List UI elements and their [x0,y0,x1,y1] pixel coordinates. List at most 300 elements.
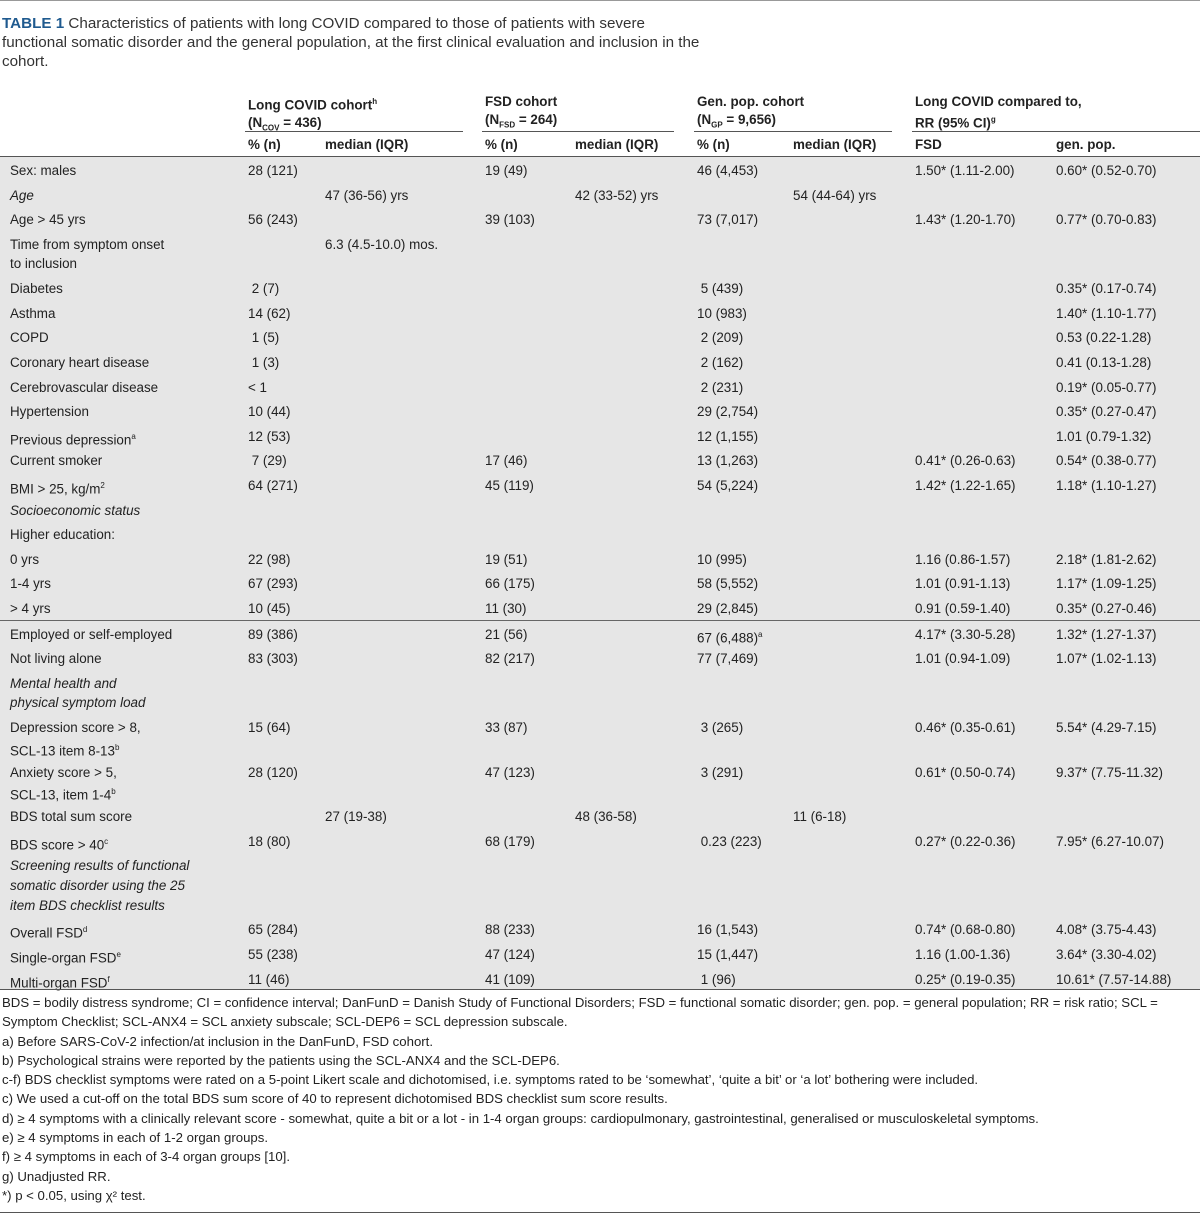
table-cell [485,763,535,783]
cell-value: < 1 [248,379,267,395]
row-label-line: Socioeconomic status [10,502,141,518]
cell-value: 47 (124) [485,947,535,963]
footnote: f) ≥ 4 symptoms in each of 3-4 organ groups [10]. [2,1149,290,1165]
cell-value: 2 (231) [697,379,744,395]
cell-value: 47 (36-56) yrs [325,187,409,203]
row-label [10,279,63,299]
footnote-mark: b [114,742,120,752]
row-label-line: Age [10,187,34,203]
table-cell [248,304,290,324]
group-rule-fsd [482,131,674,132]
cell-value: 27 (19-38) [325,809,387,825]
cell-value: 29 (2,754) [697,404,759,420]
n-value: = 264) [515,112,558,127]
cell-value: 4.17* (3.30-5.28) [915,626,1016,642]
cell-value: 10.61* (7.57-14.88) [1056,971,1172,987]
cell-value: 28 (120) [248,764,298,780]
footnote-mark: g [990,115,996,124]
footnote-mark: c [104,836,109,846]
group-header-fsd [485,93,557,135]
table-cell [325,807,387,827]
cell-value: 0.23 (223) [697,833,762,849]
table-row [0,852,1200,916]
row-label [10,186,34,206]
row-label [10,501,140,521]
table-cell [915,718,1016,738]
table-cell [915,945,1010,965]
row-label-line: somatic disorder using the 25 [10,878,185,894]
table-bottom-rule [0,989,1200,990]
table-cell [697,599,758,619]
row-label [10,763,117,806]
table-cell [697,427,758,447]
table-cell [1056,279,1157,299]
row-label [10,402,89,422]
cell-value: 66 (175) [485,576,535,592]
table-row [0,447,1200,472]
table-cell [1056,945,1157,965]
subheader-fsd-median: median (IQR) [575,137,659,152]
table-row [0,828,1200,853]
cell-value: 2 (162) [697,355,744,371]
row-label-line: > 4 yrs [10,601,51,616]
table-row [0,620,1200,646]
table-cell [1056,574,1157,594]
table-cell [915,574,1010,594]
table-cell [575,807,637,827]
table-cell [485,625,527,645]
table-cell [1056,161,1157,181]
cell-value: 0.19* (0.05-0.77) [1056,379,1157,395]
table-cell [1056,920,1157,940]
table-cell [1056,649,1157,669]
footnote: BDS = bodily distress syndrome; CI = confidence interval; DanFunD = Danish Study of Functional Disorders; FSD = functional somatic disorder; gen. pop. = general population; RR = risk ratio; SCL = Symptom Checklist; SCL-ANX4 = SCL anxiety subscale; SCL-DEP6 = SCL depression subscale. [2,995,1158,1030]
subheader-cov-median: median (IQR) [325,137,409,152]
footnote-mark: a [758,629,763,639]
table-cell [697,328,743,348]
table-cell [697,353,743,373]
cell-value: 1.07* (1.02-1.13) [1056,651,1157,667]
cell-value: 17 (46) [485,453,528,469]
cell-value: 0.53 (0.22-1.28) [1056,330,1152,346]
table-cell [915,476,1016,496]
n-subscript: FSD [499,120,516,130]
cell-value: 16 (1,543) [697,922,759,938]
table-cell [697,378,743,398]
table-cell [1056,402,1157,422]
cell-value: 3.64* (3.30-4.02) [1056,947,1157,963]
cell-value: 89 (386) [248,626,298,642]
row-label-line: to inclusion [10,256,77,272]
footnote: d) ≥ 4 symptoms with a clinically relevant score - somewhat, quite a bit or a lot - in 1-4 organ groups: cardiopulmonary, gastrointestinal, generalised or musculoskeletal symptoms. [2,1110,1039,1126]
row-label-line: Hypertension [10,404,89,420]
cell-value: 45 (119) [485,478,534,494]
row-label-line: item BDS checklist results [10,897,165,913]
n-label: (N [248,115,263,131]
row-label [10,353,149,373]
table-cell [248,832,290,852]
table-row [0,349,1200,374]
cell-value: 0.35* (0.27-0.46) [1056,601,1157,616]
footnote: g) Unadjusted RR. [2,1168,111,1184]
table-cell [248,920,298,940]
cell-value: 22 (98) [248,551,291,567]
row-label [10,945,121,968]
table-cell [915,832,1016,852]
table-cell [697,625,763,648]
table-cell [915,649,1010,669]
row-label-line: Single-organ FSD [10,950,117,966]
cell-value: 55 (238) [248,947,298,963]
row-label-line: Employed or self-employed [10,626,173,642]
cell-value: 0.91 (0.59-1.40) [915,601,1011,616]
cell-value: 1 (3) [248,355,280,371]
table-row [0,324,1200,349]
group-title: FSD cohort [485,94,558,109]
table-cell [697,574,758,594]
row-label-line: Coronary heart disease [10,355,150,371]
table-cell [915,599,1010,619]
table-cell [248,427,290,447]
cell-value: 46 (4,453) [697,163,759,178]
table-row [0,231,1200,276]
cell-value: 15 (64) [248,720,291,736]
footnote: e) ≥ 4 symptoms in each of 1-2 organ groups. [2,1130,268,1146]
table-cell [485,945,535,965]
cell-value: 0.35* (0.17-0.74) [1056,281,1157,297]
table-row [0,275,1200,300]
cell-value: 1.01 (0.91-1.13) [915,576,1011,592]
n-label: (N [485,112,500,127]
table-row [0,300,1200,325]
table-cell [697,832,762,852]
table-cell [697,920,758,940]
cell-value: 1.01 (0.79-1.32) [1056,428,1152,444]
group-title: Gen. pop. cohort [697,94,805,109]
cell-value: 88 (233) [485,922,535,938]
table-cell [793,186,876,206]
cell-value: 0.46* (0.35-0.61) [915,720,1016,736]
table-cell [325,235,438,255]
row-label [10,807,132,827]
cell-value: 5 (439) [697,281,744,297]
table-footnotes [2,993,1196,1205]
footnote: b) Psychological strains were reported by the patients using the SCL-ANX4 and the SCL-DEP6. [2,1052,560,1068]
cell-value: 56 (243) [248,212,298,228]
table-cell [485,574,535,594]
cell-value: 1.01 (0.94-1.09) [915,651,1011,667]
n-value: = 436) [279,115,322,131]
table-cell [697,451,758,471]
table-cell [1056,550,1157,570]
group-title: Long COVID cohort [248,97,373,113]
row-label-line: 1-4 yrs [10,576,51,592]
row-label [10,427,136,450]
table-cell [697,210,758,230]
table-row [0,916,1200,941]
table-cell [1056,353,1151,373]
row-label [10,210,86,230]
cell-value: 12 (53) [248,428,291,444]
table-cell [485,451,527,471]
table-cell [697,649,758,669]
table-cell [1056,451,1157,471]
row-label-line: Diabetes [10,281,63,297]
row-label [10,920,87,943]
table-row [0,714,1200,759]
row-label-line: Age > 45 yrs [10,212,86,228]
row-label [10,525,115,545]
table-cell [915,550,1010,570]
table-cell [1056,378,1157,398]
cell-value: 0.54* (0.38-0.77) [1056,453,1157,469]
cell-value: 0.25* (0.19-0.35) [915,971,1016,987]
table-cell [248,718,290,738]
row-label-line: BMI > 25, kg/m [10,481,101,497]
table-cell [248,378,267,398]
cell-value: 0.41 (0.13-1.28) [1056,355,1152,371]
row-label [10,235,164,274]
cell-value: 41 (109) [485,971,535,987]
cell-value: 1 (5) [248,330,280,346]
table-cell [697,161,758,181]
cell-value: 3 (291) [697,764,744,780]
row-label-line: Asthma [10,305,56,321]
cell-value: 10 (983) [697,305,747,321]
n-value: = 9,656) [722,112,776,127]
table-cell [248,161,298,181]
table-row [0,645,1200,670]
cell-value: 7 (29) [248,453,287,469]
table-cell [915,210,1016,230]
group-rule-long-covid [245,131,463,132]
subheader-rr-genpop: gen. pop. [1056,137,1116,152]
table-cell [915,970,1016,990]
table-cell [915,161,1015,181]
table-cell [485,161,527,181]
cell-value: 10 (45) [248,601,291,616]
cell-value: 1.50* (1.11-2.00) [915,163,1015,178]
table-cell [325,186,408,206]
cell-value: 33 (87) [485,720,528,736]
table-cell [697,279,743,299]
cell-value: 0.61* (0.50-0.74) [915,764,1016,780]
table-cell [1056,427,1151,447]
row-label-line: Previous depression [10,432,132,448]
group-title: Long COVID compared to, [915,94,1082,109]
cell-value: 18 (80) [248,833,291,849]
cell-value: 67 (6,488) [697,630,759,646]
table-cell [485,649,535,669]
table-row [0,966,1200,991]
cell-value: 1.17* (1.09-1.25) [1056,576,1157,592]
row-label-line: COPD [10,330,49,346]
table-cell [248,649,298,669]
row-label [10,649,102,669]
row-label-line: Screening results of functional [10,858,190,874]
table-row [0,570,1200,595]
cell-value: 54 (5,224) [697,478,759,494]
table-row [0,423,1200,448]
cell-value: 82 (217) [485,651,535,667]
table-cell [485,210,535,230]
table-cell [793,807,846,827]
table-cell [485,476,534,496]
subheader-cov-pct: % (n) [248,137,281,152]
cell-value: 12 (1,155) [697,428,759,444]
cell-value: 21 (56) [485,626,528,642]
table-row [0,206,1200,231]
table-cell [248,625,298,645]
cell-value: 7.95* (6.27-10.07) [1056,833,1164,849]
row-label-line: Sex: males [10,163,77,178]
cell-value: 64 (271) [248,478,298,494]
row-label-line: BDS total sum score [10,809,133,825]
table-cell [575,186,658,206]
cell-value: 10 (44) [248,404,291,420]
table-cell [248,279,279,299]
footnote: *) p < 0.05, using χ² test. [2,1187,146,1203]
cell-value: 14 (62) [248,305,291,321]
footnote-mark: 2 [100,481,105,491]
footnote: c) We used a cut-off on the total BDS sum score of 40 to represent dichotomised BDS checklist sum score results. [2,1091,668,1107]
group-header-rr [915,93,1082,132]
table-cell [248,210,298,230]
cell-value: 58 (5,552) [697,576,759,592]
cell-value: 1.32* (1.27-1.37) [1056,626,1157,642]
subheader-rr-fsd: FSD [915,137,942,152]
cell-value: 6.3 (4.5-10.0) mos. [325,236,439,252]
subheader-fsd-pct: % (n) [485,137,518,152]
table-cell [697,304,747,324]
table-row [0,670,1200,715]
subheader-gp-pct: % (n) [697,137,730,152]
cell-value: 0.35* (0.27-0.47) [1056,404,1157,420]
table-cell [697,945,758,965]
table-row [0,803,1200,828]
cell-value: 2 (7) [248,281,280,297]
cell-value: 65 (284) [248,922,298,938]
cell-value: 15 (1,447) [697,947,759,963]
row-label-line: Current smoker [10,453,103,469]
table-cell [485,970,535,990]
table-row [0,759,1200,804]
table-row [0,941,1200,966]
group-header-gen-pop [697,93,804,135]
cell-value: 0.41* (0.26-0.63) [915,453,1016,469]
table-cell [1056,718,1157,738]
cell-value: 0.60* (0.52-0.70) [1056,163,1157,178]
table-row [0,398,1200,423]
table-row [0,497,1200,522]
table-cell [485,920,535,940]
table-cell [248,599,290,619]
row-label [10,161,76,181]
cell-value: 2.18* (1.81-2.62) [1056,551,1157,567]
table-cell [485,832,535,852]
row-label-line: Anxiety score > 5, [10,764,117,780]
cell-value: 10 (995) [697,551,747,567]
table-cell [697,718,743,738]
cell-value: 29 (2,845) [697,601,759,616]
table-cell [697,970,736,990]
n-label: (N [697,112,712,127]
table-cell [915,763,1016,783]
table-cell [248,328,279,348]
table-row [0,157,1200,182]
cell-value: 77 (7,469) [697,651,759,667]
footnote: a) Before SARS-CoV-2 infection/at inclusion in the DanFunD, FSD cohort. [2,1033,433,1049]
cell-value: 1.42* (1.22-1.65) [915,478,1016,494]
cell-value: 19 (51) [485,551,528,567]
table-cell [1056,328,1151,348]
cell-value: 48 (36-58) [575,809,637,825]
row-label [10,832,108,855]
table-row [0,472,1200,497]
cell-value: 11 (46) [248,971,290,987]
cell-value: 0.77* (0.70-0.83) [1056,212,1157,228]
cell-value: 1 (96) [697,971,736,987]
cell-value: 0.74* (0.68-0.80) [915,922,1016,938]
cell-value: 9.37* (7.75-11.32) [1056,764,1163,780]
row-label [10,378,158,398]
bottom-rule [0,1212,1200,1213]
footnote-mark: b [111,787,116,797]
table-cell [1056,210,1157,230]
cell-value: 11 (30) [485,601,527,616]
table-cell [697,402,758,422]
row-label [10,304,55,324]
table-cell [697,763,743,783]
cell-value: 73 (7,017) [697,212,759,228]
table-cell [248,353,279,373]
footnote-mark: h [372,97,378,106]
cell-value: 4.08* (3.75-4.43) [1056,922,1157,938]
table-row [0,182,1200,207]
cell-value: 54 (44-64) yrs [793,187,877,203]
table-cell [1056,599,1157,619]
cell-value: 67 (293) [248,576,298,592]
row-label [10,856,189,915]
row-label-line: Depression score > 8, [10,720,141,736]
table-cell [248,970,289,990]
row-label-line: Higher education: [10,527,115,543]
row-label-line: physical symptom load [10,695,146,711]
subheader-gp-median: median (IQR) [793,137,877,152]
table-cell [1056,970,1171,990]
cell-value: 68 (179) [485,833,535,849]
row-label [10,718,141,761]
row-label-line: Time from symptom onset [10,236,165,252]
cell-value: 0.27* (0.22-0.36) [915,833,1016,849]
footnote-mark: f [107,974,110,984]
row-label [10,550,39,570]
row-label-line: Overall FSD [10,925,83,941]
row-label [10,328,49,348]
top-rule [0,0,1200,1]
table-cell [248,945,298,965]
table-cell [1056,304,1157,324]
table-number: TABLE 1 [2,15,65,32]
row-label [10,674,145,713]
cell-value: 28 (121) [248,163,298,178]
cell-value: 39 (103) [485,212,535,228]
row-label [10,476,105,499]
row-label-line: Multi-organ FSD [10,975,108,991]
table-cell [915,625,1016,645]
row-label-line: BDS score > 40 [10,837,105,853]
table-cell [248,402,290,422]
